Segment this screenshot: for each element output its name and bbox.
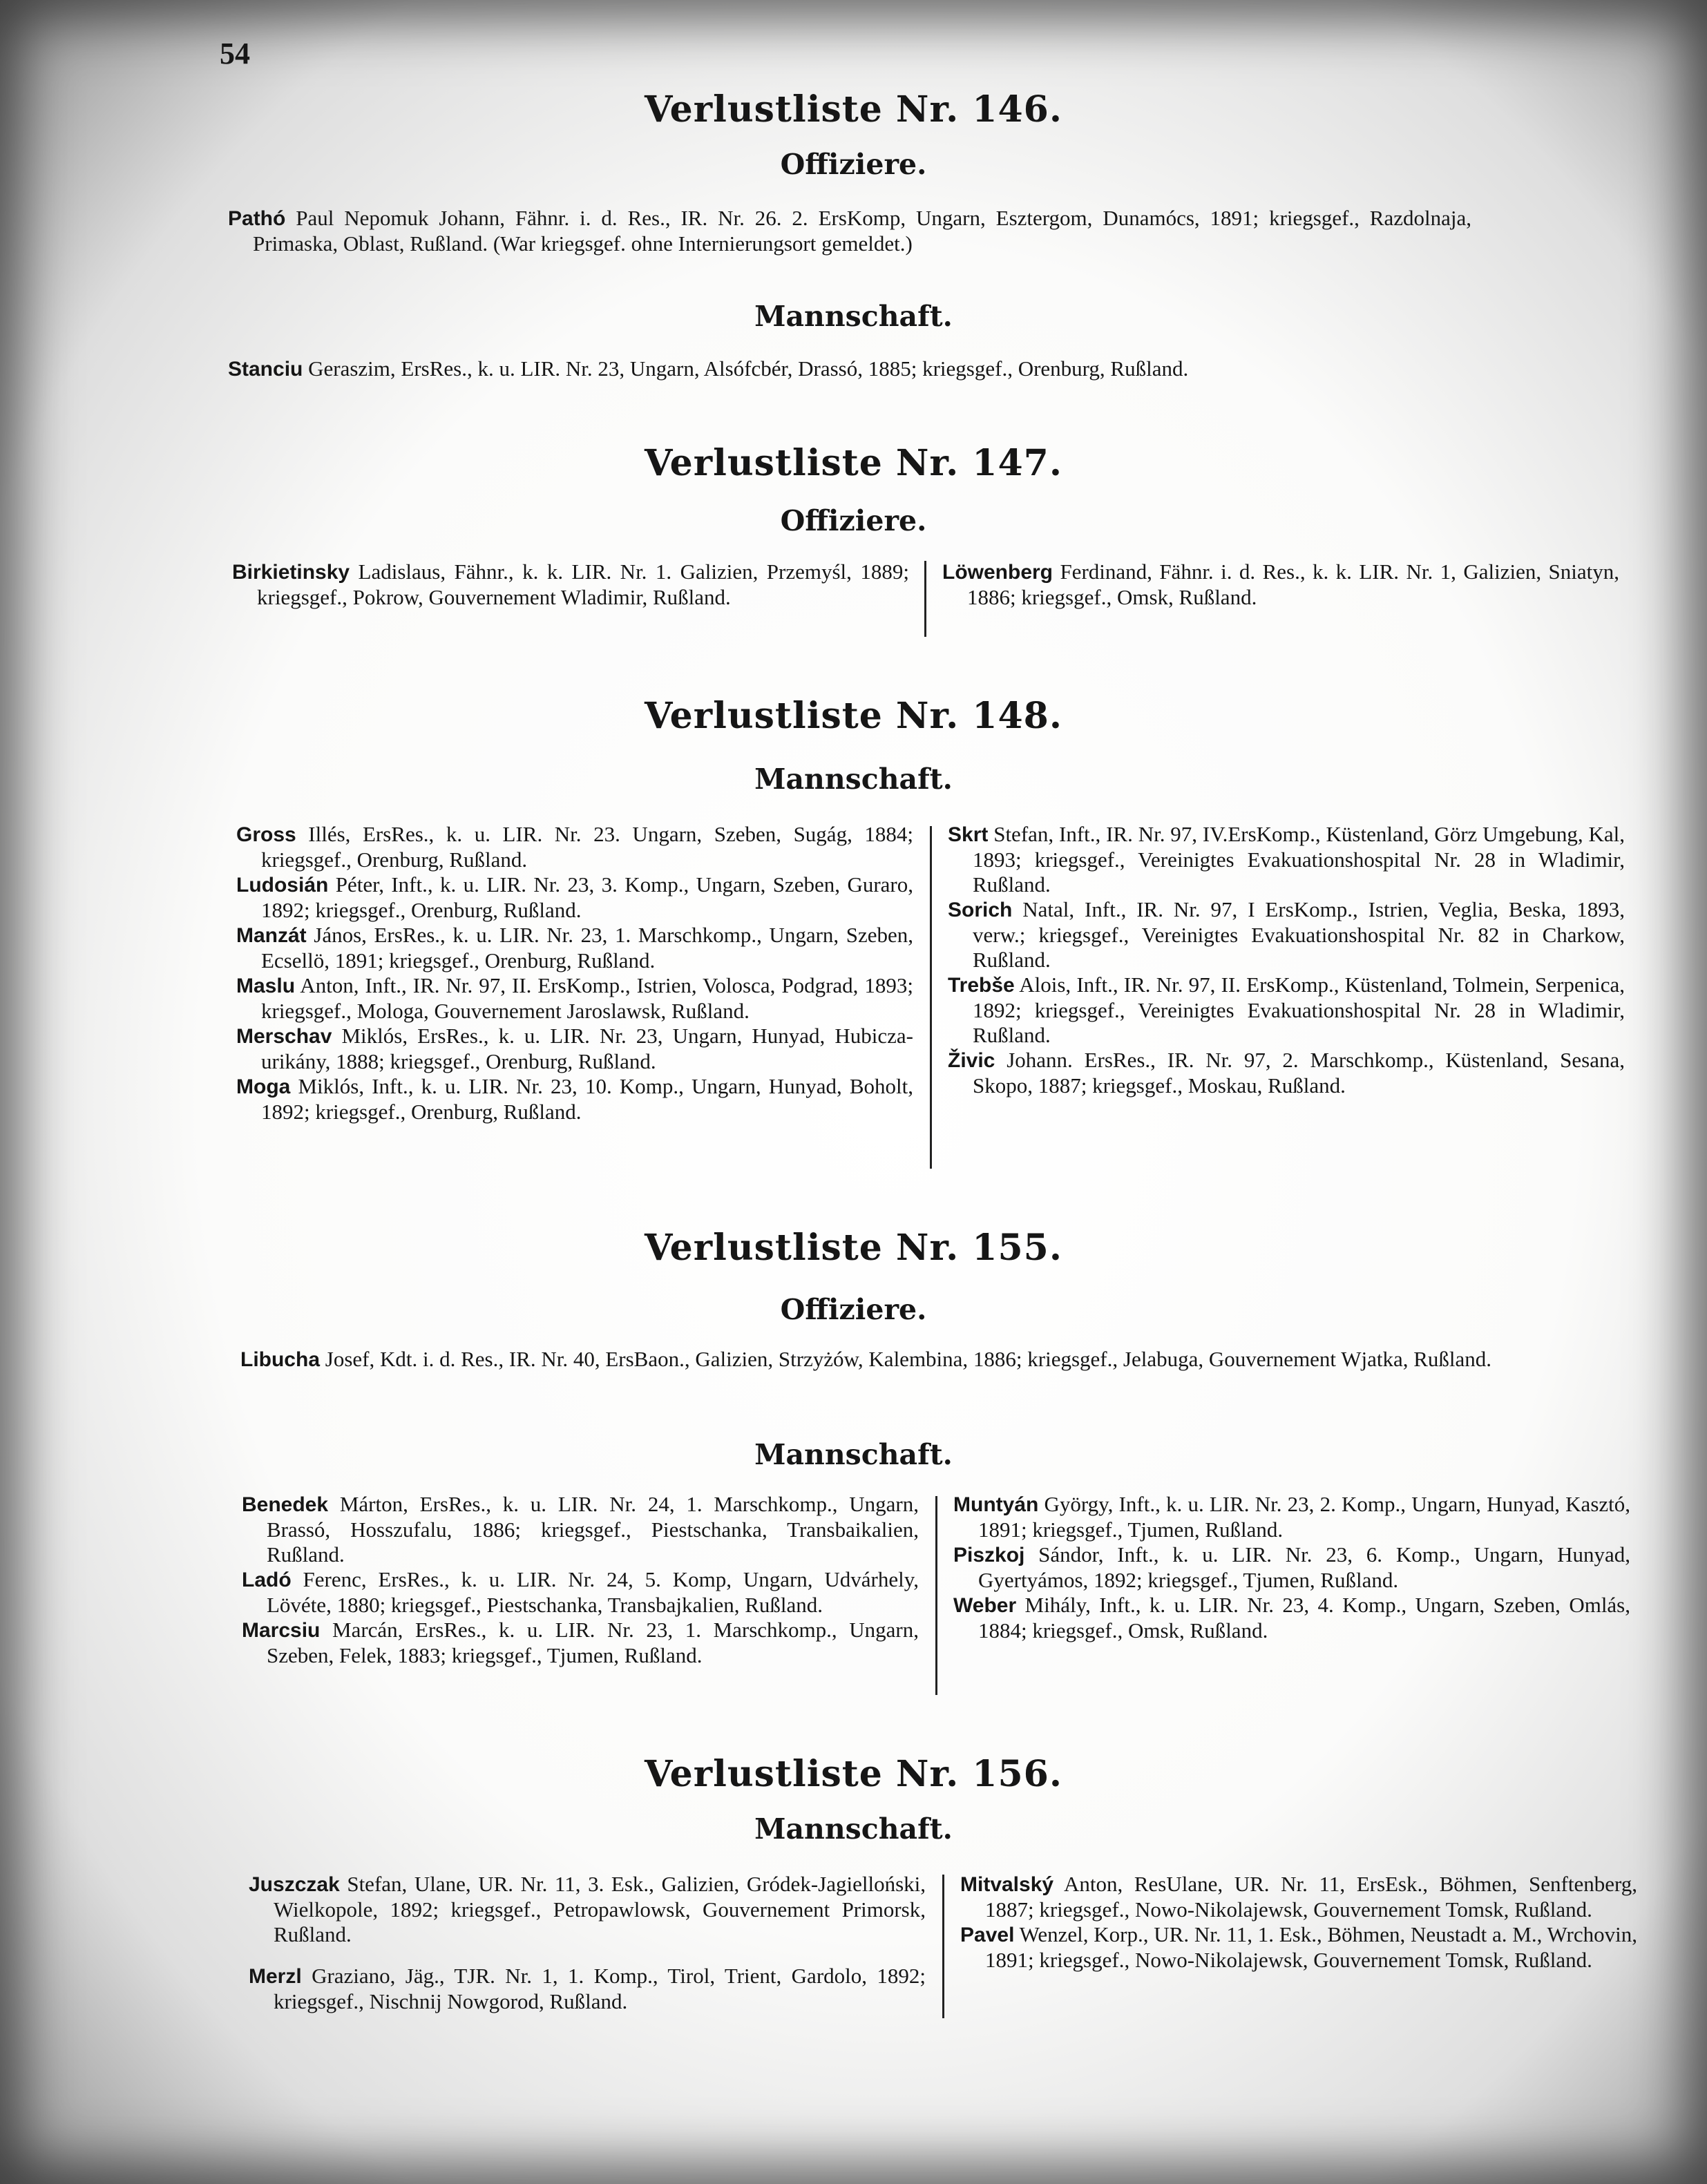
entry-details: Anton, ResUlane, UR. Nr. 11, ErsEsk., Böhmen, Senftenberg, 1887; kriegsgef., Nowo-Nikolajewsk, Gouvernement Tomsk, Rußland. [985, 1872, 1637, 1922]
surname: Piszkoj [953, 1544, 1025, 1567]
surname: Sorich [948, 899, 1013, 921]
list-item [948, 1048, 1625, 1098]
surname: Mitvalský [960, 1873, 1054, 1896]
page-number: 54 [220, 37, 250, 70]
subheading-offiziere-146: Offiziere. [780, 148, 927, 181]
section-title-147: Verlustliste Nr. 147. [645, 442, 1062, 484]
surname: Muntyán [953, 1493, 1039, 1516]
entry-details: Illés, ErsRes., k. u. LIR. Nr. 23. Ungarn, Szeben, Sugág, 1884; kriegsgef., Orenburg, Rußland. [261, 822, 913, 872]
list-item [236, 822, 913, 872]
entries-mannschaft-156-left [249, 1872, 926, 2014]
entries-mannschaft-148-right [948, 822, 1625, 1098]
entry-details: Ladislaus, Fähnr., k. k. LIR. Nr. 1. Galizien, Przemyśl, 1889; kriegsgef., Pokrow, Gouvernement Wladimir, Rußland. [257, 559, 909, 609]
list-item [240, 1347, 1619, 1372]
list-item [953, 1492, 1630, 1542]
entry-details: Miklós, ErsRes., k. u. LIR. Nr. 23, Ungarn, Hunyad, Hubicza-urikány, 1888; kriegsgef., Orenburg, Rußland. [261, 1024, 913, 1073]
surname: Stanciu [228, 358, 303, 381]
entries-mannschaft-156-right [960, 1872, 1637, 1973]
column-divider [935, 1496, 937, 1695]
list-item [242, 1492, 919, 1567]
list-item [228, 206, 1471, 256]
entries-offiziere-147-right [942, 559, 1619, 610]
list-item [249, 1872, 926, 1947]
column-divider [924, 561, 926, 637]
surname: Ludosián [236, 874, 329, 897]
subheading-mannschaft-155: Mannschaft. [754, 1438, 953, 1471]
entry-details: Miklós, Inft., k. u. LIR. Nr. 23, 10. Komp., Ungarn, Hunyad, Boholt, 1892; kriegsgef., Orenburg, Rußland. [261, 1074, 913, 1124]
entries-mannschaft-146 [228, 356, 1471, 382]
list-item [948, 897, 1625, 973]
subheading-offiziere-155: Offiziere. [780, 1293, 927, 1326]
list-item [232, 559, 909, 610]
entry-details: György, Inft., k. u. LIR. Nr. 23, 2. Komp., Ungarn, Hunyad, Kasztó, 1891; kriegsgef., Tjumen, Rußland. [978, 1492, 1630, 1542]
surname: Manzát [236, 924, 307, 947]
section-title-155: Verlustliste Nr. 155. [645, 1227, 1062, 1269]
entry-details: Alois, Inft., IR. Nr. 97, II. ErsKomp., Küstenland, Tolmein, Serpenica, 1892; kriegsgef., Vereinigtes Evakuationshospital Nr. 28 in Wladimir, Rußland. [973, 973, 1625, 1047]
entries-offiziere-155 [240, 1347, 1619, 1372]
surname: Marcsiu [242, 1619, 321, 1642]
entries-offiziere-146 [228, 206, 1471, 256]
surname: Pathó [228, 207, 286, 230]
entry-details: Natal, Inft., IR. Nr. 97, I ErsKomp., Istrien, Veglia, Beska, 1893, verw.; kriegsgef., Vereinigtes Evakuationshospital Nr. 82 in Charkow, Rußland. [973, 897, 1625, 972]
entries-mannschaft-148-left [236, 822, 913, 1124]
list-item [228, 356, 1471, 382]
column-divider [930, 826, 932, 1169]
surname: Löwenberg [942, 561, 1053, 584]
list-item [948, 973, 1625, 1048]
entry-details: Johann. ErsRes., IR. Nr. 97, 2. Marschkomp., Küstenland, Sesana, Skopo, 1887; kriegsgef., Moskau, Rußland. [973, 1048, 1625, 1098]
entry-details: Paul Nepomuk Johann, Fähnr. i. d. Res., IR. Nr. 26. 2. ErsKomp, Ungarn, Esztergom, Dunamócs, 1891; kriegsgef., Razdolnaja, Primaska, Oblast, Rußland. (War kriegsgef. ohne Internierungsort gemeldet.) [253, 206, 1471, 256]
surname: Ladó [242, 1569, 292, 1591]
list-item [960, 1872, 1637, 1922]
list-item [236, 1024, 913, 1074]
list-item [242, 1567, 919, 1618]
entry-details: Sándor, Inft., k. u. LIR. Nr. 23, 6. Komp., Ungarn, Hunyad, Gyertyámos, 1892; kriegsgef., Tjumen, Rußland. [978, 1542, 1630, 1592]
list-item [942, 559, 1619, 610]
list-item [249, 1964, 926, 2014]
surname: Pavel [960, 1924, 1015, 1946]
entry-details: Anton, Inft., IR. Nr. 97, II. ErsKomp., Istrien, Volosca, Podgrad, 1893; kriegsgef., Mologa, Gouvernement Jaroslawsk, Rußland. [261, 973, 913, 1023]
entry-details: Stefan, Inft., IR. Nr. 97, IV.ErsKomp., Küstenland, Görz Umgebung, Kal, 1893; kriegsgef., Vereinigtes Evakuationshospital Nr. 28 in Wladimir, Rußland. [973, 822, 1625, 897]
surname: Merschav [236, 1025, 332, 1048]
surname: Živic [948, 1049, 995, 1072]
surname: Weber [953, 1594, 1017, 1617]
surname: Libucha [240, 1348, 321, 1371]
list-item [236, 973, 913, 1024]
list-item [953, 1542, 1630, 1593]
entry-details: Stefan, Ulane, UR. Nr. 11, 3. Esk., Galizien, Gródek-Jagielloński, Wielkopole, 1892; kriegsgef., Petropawlowsk, Gouvernement Primorsk, Rußland. [274, 1872, 926, 1946]
surname: Benedek [242, 1493, 329, 1516]
section-title-156: Verlustliste Nr. 156. [645, 1753, 1062, 1795]
list-item [236, 923, 913, 973]
surname: Maslu [236, 975, 296, 997]
entry-details: Graziano, Jäg., TJR. Nr. 1, 1. Komp., Tirol, Trient, Gardolo, 1892; kriegsgef., Nischnij Nowgorod, Rußland. [274, 1964, 926, 2013]
list-item [236, 1074, 913, 1124]
list-item [948, 822, 1625, 897]
entry-details: Mihály, Inft., k. u. LIR. Nr. 23, 4. Komp., Ungarn, Szeben, Omlás, 1884; kriegsgef., Omsk, Rußland. [978, 1593, 1630, 1642]
entries-offiziere-147-left [232, 559, 909, 610]
entry-details: Geraszim, ErsRes., k. u. LIR. Nr. 23, Ungarn, Alsófcbér, Drassó, 1885; kriegsgef., Orenburg, Rußland. [303, 356, 1189, 381]
entry-details: Márton, ErsRes., k. u. LIR. Nr. 24, 1. Marschkomp., Ungarn, Brassó, Hosszufalu, 1886; kriegsgef., Piestschanka, Transbaikalien, Rußland. [267, 1492, 919, 1567]
entry-details: János, ErsRes., k. u. LIR. Nr. 23, 1. Marschkomp., Ungarn, Szeben, Ecsellö, 1891; kriegsgef., Orenburg, Rußland. [261, 923, 913, 973]
surname: Merzl [249, 1965, 302, 1988]
list-item [242, 1618, 919, 1668]
column-divider [942, 1875, 944, 2018]
entry-details: Péter, Inft., k. u. LIR. Nr. 23, 3. Komp., Ungarn, Szeben, Guraro, 1892; kriegsgef., Orenburg, Rußland. [261, 872, 913, 922]
subheading-mannschaft-146: Mannschaft. [754, 300, 953, 333]
surname: Moga [236, 1075, 291, 1098]
entries-mannschaft-155-right [953, 1492, 1630, 1643]
subheading-offiziere-147: Offiziere. [780, 504, 927, 537]
list-item [236, 872, 913, 923]
entry-details: Marcán, ErsRes., k. u. LIR. Nr. 23, 1. Marschkomp., Ungarn, Szeben, Felek, 1883; kriegsgef., Tjumen, Rußland. [267, 1618, 919, 1667]
subheading-mannschaft-148: Mannschaft. [754, 763, 953, 796]
surname: Skrt [948, 823, 989, 846]
entries-mannschaft-155-left [242, 1492, 919, 1668]
surname: Birkietinsky [232, 561, 350, 584]
section-title-146: Verlustliste Nr. 146. [645, 88, 1062, 131]
surname: Juszczak [249, 1873, 340, 1896]
surname: Gross [236, 823, 296, 846]
entry-details: Josef, Kdt. i. d. Res., IR. Nr. 40, ErsBaon., Galizien, Strzyżów, Kalembina, 1886; kriegsgef., Jelabuga, Gouvernement Wjatka, Rußland. [320, 1347, 1492, 1371]
section-title-148: Verlustliste Nr. 148. [645, 695, 1062, 737]
entry-details: Ferenc, ErsRes., k. u. LIR. Nr. 24, 5. Komp, Ungarn, Udvárhely, Lövéte, 1880; kriegsgef., Piestschanka, Transbajkalien, Rußland. [267, 1567, 919, 1617]
subheading-mannschaft-156: Mannschaft. [754, 1812, 953, 1846]
entry-details: Ferdinand, Fähnr. i. d. Res., k. k. LIR. Nr. 1, Galizien, Sniatyn, 1886; kriegsgef., Omsk, Rußland. [967, 559, 1619, 609]
list-item [953, 1593, 1630, 1643]
surname: Trebše [948, 974, 1015, 997]
entry-details: Wenzel, Korp., UR. Nr. 11, 1. Esk., Böhmen, Neustadt a. M., Wrchovin, 1891; kriegsgef., Nowo-Nikolajewsk, Gouvernement Tomsk, Rußland. [985, 1922, 1637, 1972]
list-item [960, 1922, 1637, 1973]
